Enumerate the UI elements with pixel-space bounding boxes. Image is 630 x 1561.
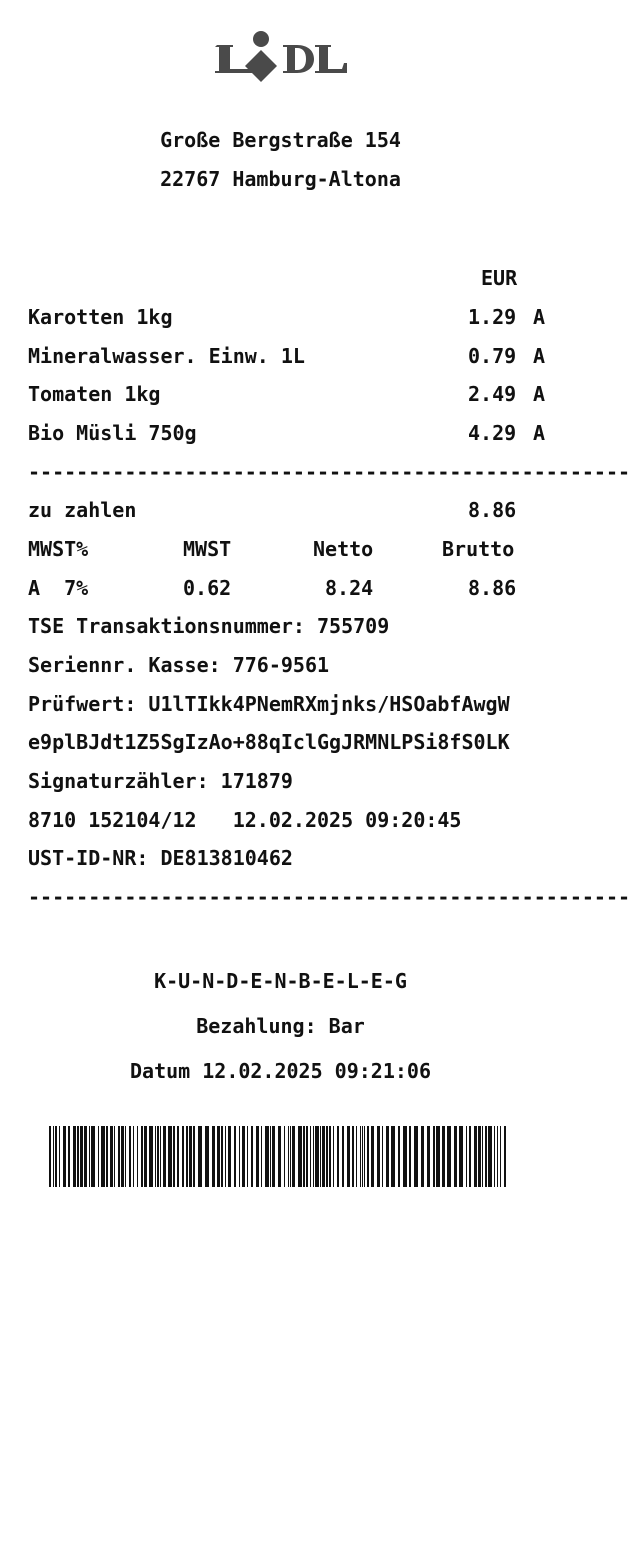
barcode-bar [272,1126,275,1187]
receipt-date: Datum 12.02.2025 09:21:06 [129,1059,432,1083]
barcode-bar [333,1126,334,1187]
tax-row-gross: 8.86 [468,576,517,600]
barcode-bar [106,1126,108,1187]
register-line: 8710 152104/12 12.02.2025 09:20:45 [28,808,462,832]
barcode-bar [322,1126,325,1187]
receipt-type: K-U-N-D-E-N-B-E-L-E-G [154,969,407,993]
barcode-bar [436,1126,440,1187]
barcode-bar [284,1126,285,1187]
barcode-bar [168,1126,172,1187]
barcode-bar [454,1126,457,1187]
barcode-bar [68,1126,70,1187]
barcode-bar [303,1126,305,1187]
barcode-bar [177,1126,179,1187]
total-label: zu zahlen [28,498,137,522]
barcode-bar [55,1126,57,1187]
barcode-bar [225,1126,226,1187]
register-serial: Seriennr. Kasse: 776-9561 [28,653,330,677]
barcode-bar [403,1126,407,1187]
barcode-bar [278,1126,281,1187]
barcode-bar [485,1126,487,1187]
store-city: 22767 Hamburg-Altona [160,167,401,191]
barcode-bar [298,1126,302,1187]
barcode-bar [391,1126,395,1187]
barcode-bar [371,1126,374,1187]
barcode-bar [242,1126,245,1187]
item-name: Karotten 1kg [28,305,173,329]
barcode-bar [356,1126,357,1187]
barcode-bar [329,1126,331,1187]
barcode-bar [414,1126,418,1187]
barcode-bar [494,1126,495,1187]
tax-row-tax: 0.62 [183,576,232,600]
barcode-bar [157,1126,159,1187]
barcode-bar [364,1126,365,1187]
barcode-bar [239,1126,240,1187]
item-price: 1.29 [468,305,517,329]
barcode-bar [256,1126,259,1187]
barcode-bar [421,1126,424,1187]
barcode-bar [114,1126,115,1187]
barcode-bar [141,1126,143,1187]
barcode-bar [386,1126,389,1187]
barcode-bar [360,1126,361,1187]
barcode-bar [137,1126,138,1187]
barcode-bar [474,1126,477,1187]
item-tax-class: A [533,305,546,329]
check-value-1: Prüfwert: U1lTIkk4PNemRXmjnks/HSOabfAwgW [28,692,510,716]
barcode-bar [326,1126,328,1187]
item-name: Bio Müsli 750g [28,421,197,445]
barcode-bar [133,1126,134,1187]
item-name: Mineralwasser. Einw. 1L [28,344,305,368]
barcode-bar [84,1126,87,1187]
barcode-bar [288,1126,289,1187]
currency-label: EUR [481,266,518,290]
barcode-bar [337,1126,339,1187]
barcode [49,1126,511,1187]
barcode-bar [347,1126,350,1187]
barcode-bar [313,1126,314,1187]
total-amount: 8.86 [468,498,517,522]
barcode-bar [160,1126,161,1187]
tax-header-gross: Brutto [442,537,515,561]
barcode-bar [466,1126,467,1187]
barcode-bar [149,1126,153,1187]
barcode-bar [427,1126,430,1187]
barcode-bar [315,1126,319,1187]
store-street: Große Bergstraße 154 [160,128,401,152]
item-price: 4.29 [468,421,517,445]
barcode-bar [173,1126,175,1187]
payment-method: Bezahlung: Bar [196,1014,365,1038]
barcode-bar [290,1126,291,1187]
barcode-bar [488,1126,492,1187]
tax-row-net: 8.24 [325,576,374,600]
separator-line: -------------------------------------------------- [28,460,630,484]
barcode-bar [163,1126,166,1187]
barcode-bar [182,1126,184,1187]
barcode-bar [205,1126,209,1187]
barcode-bar [212,1126,215,1187]
barcode-bar [91,1126,95,1187]
barcode-bar [144,1126,147,1187]
tax-header-tax: MWST [183,537,232,561]
barcode-bar [217,1126,220,1187]
barcode-bar [228,1126,231,1187]
barcode-bar [129,1126,131,1187]
barcode-bar [186,1126,188,1187]
tax-header-rate: MWST% [28,537,89,561]
check-value-2: e9plBJdt1Z5SgIzAo+88qIclGgJRMNLPSi8fS0LK [28,730,510,754]
barcode-bar [125,1126,126,1187]
item-tax-class: A [533,421,546,445]
item-price: 2.49 [468,382,517,406]
barcode-bar [98,1126,99,1187]
barcode-bar [63,1126,66,1187]
barcode-bar [442,1126,445,1187]
barcode-bar [500,1126,501,1187]
barcode-bar [367,1126,369,1187]
barcode-bar [362,1126,363,1187]
barcode-bar [292,1126,295,1187]
barcode-bar [101,1126,105,1187]
barcode-bar [382,1126,383,1187]
item-tax-class: A [533,382,546,406]
tax-header-net: Netto [313,537,374,561]
barcode-bar [504,1126,506,1187]
barcode-bar [198,1126,202,1187]
separator-line: -------------------------------------------------- [28,885,630,909]
vat-id: UST-ID-NR: DE813810462 [28,846,293,870]
barcode-bar [59,1126,60,1187]
barcode-bar [53,1126,54,1187]
barcode-bar [482,1126,483,1187]
barcode-bar [193,1126,195,1187]
barcode-bar [497,1126,498,1187]
barcode-bar [121,1126,124,1187]
barcode-bar [398,1126,400,1187]
barcode-bar [49,1126,51,1187]
signature-counter: Signaturzähler: 171879 [28,769,293,793]
barcode-bar [409,1126,411,1187]
barcode-bar [261,1126,262,1187]
barcode-bar [377,1126,380,1187]
barcode-bar [73,1126,76,1187]
barcode-bar [80,1126,83,1187]
barcode-bar [234,1126,236,1187]
barcode-bar [342,1126,344,1187]
barcode-bar [221,1126,223,1187]
barcode-bar [320,1126,321,1187]
barcode-bar [433,1126,435,1187]
barcode-bar [118,1126,120,1187]
barcode-bar [247,1126,248,1187]
tax-row-rate: A 7% [28,576,89,600]
barcode-bar [155,1126,156,1187]
barcode-bar [77,1126,79,1187]
barcode-bar [459,1126,463,1187]
barcode-bar [306,1126,308,1187]
barcode-bar [447,1126,451,1187]
barcode-bar [251,1126,253,1187]
item-tax-class: A [533,344,546,368]
lidl-logo [211,28,351,86]
barcode-bar [189,1126,192,1187]
item-name: Tomaten 1kg [28,382,161,406]
barcode-bar [469,1126,471,1187]
tse-transaction: TSE Transaktionsnummer: 755709 [28,614,390,638]
barcode-bar [110,1126,113,1187]
item-price: 0.79 [468,344,517,368]
barcode-bar [352,1126,354,1187]
barcode-bar [89,1126,90,1187]
barcode-bar [310,1126,311,1187]
barcode-bar [270,1126,271,1187]
barcode-bar [265,1126,269,1187]
barcode-bar [478,1126,481,1187]
